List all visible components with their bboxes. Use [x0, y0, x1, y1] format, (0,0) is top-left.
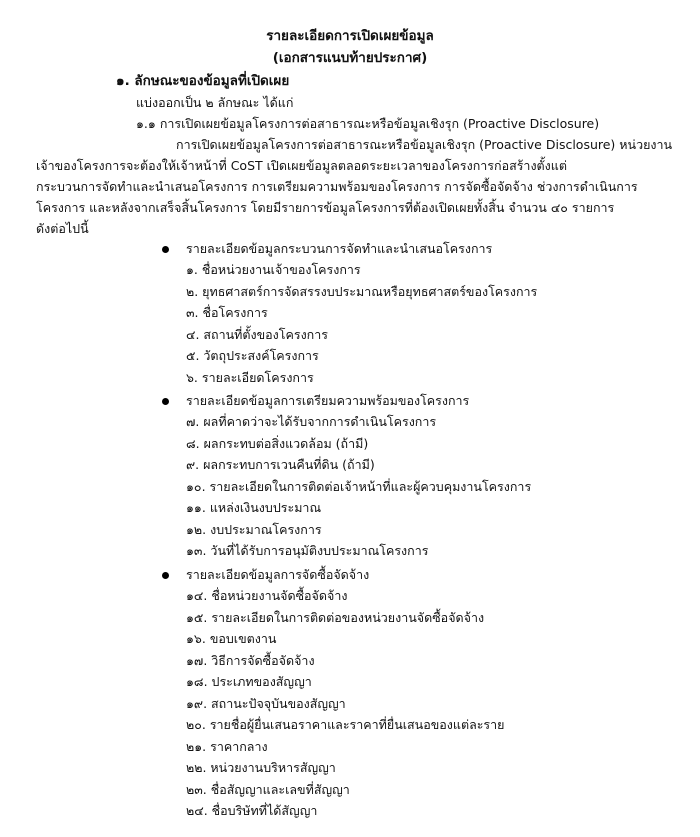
- list-item: ๒. ยุทธศาสตร์การจัดสรรงบประมาณหรือยุทธศาสตร์ของโครงการ: [186, 284, 538, 299]
- list-item: ๒๑. ราคากลาง: [186, 739, 268, 754]
- list-item: ๓. ชื่อโครงการ: [186, 305, 268, 320]
- paragraph-line: ดังต่อไปนี้: [36, 221, 89, 236]
- list-item: ๑๕. รายละเอียดในการติดต่อของหน่วยงานจัดซื้อจัดจ้าง: [186, 610, 485, 625]
- group-label: รายละเอียดข้อมูลการเตรียมความพร้อมของโครงการ: [186, 393, 470, 408]
- list-item: ๙. ผลกระทบการเวนคืนที่ดิน (ถ้ามี): [186, 457, 375, 472]
- list-item: ๔. สถานที่ตั้งของโครงการ: [186, 327, 328, 342]
- bullet-icon: [162, 572, 169, 579]
- list-item: ๑๐. รายละเอียดในการติดต่อเจ้าหน้าที่และผู้ควบคุมงานโครงการ: [186, 479, 532, 494]
- group-label: รายละเอียดข้อมูลกระบวนการจัดทำและนำเสนอโครงการ: [186, 241, 493, 256]
- list-item: ๑. ชื่อหน่วยงานเจ้าของโครงการ: [186, 262, 361, 277]
- list-item: ๕. วัตถุประสงค์โครงการ: [186, 348, 319, 363]
- list-item: ๖. รายละเอียดโครงการ: [186, 370, 314, 385]
- list-item: ๘. ผลกระทบต่อสิ่งแวดล้อม (ถ้ามี): [186, 436, 369, 451]
- paragraph-line: โครงการ และหลังจากเสร็จสิ้นโครงการ โดยมีรายการข้อมูลโครงการที่ต้องเปิดเผยทั้งสิ้น จำนวน ๔๐ รายการ: [36, 200, 615, 215]
- list-item: ๒๐. รายชื่อผู้ยื่นเสนอราคาและราคาที่ยื่นเสนอของแต่ละราย: [186, 717, 505, 732]
- list-item: ๑๗. วิธีการจัดซื้อจัดจ้าง: [186, 653, 315, 668]
- section-1-heading: ๑. ลักษณะของข้อมูลที่เปิดเผย: [116, 73, 290, 89]
- list-item: ๑๖. ขอบเขตงาน: [186, 631, 277, 646]
- bullet-icon: [162, 398, 169, 405]
- list-item: ๑๘. ประเภทของสัญญา: [186, 674, 312, 689]
- document-title: รายละเอียดการเปิดเผยข้อมูล: [266, 28, 434, 44]
- subsection-1-1-heading: ๑.๑ การเปิดเผยข้อมูลโครงการต่อสาธารณะหรือข้อมูลเชิงรุก (Proactive Disclosure): [136, 116, 600, 131]
- list-item: ๒๓. ชื่อสัญญาและเลขที่สัญญา: [186, 782, 350, 797]
- paragraph-line: กระบวนการจัดทำและนำเสนอโครงการ การเตรียมความพร้อมของโครงการ การจัดซื้อจัดจ้าง ช่วงการดำเนินการ: [36, 179, 638, 194]
- bullet-icon: [162, 246, 169, 253]
- list-item: ๒๔. ชื่อบริษัทที่ได้สัญญา: [186, 803, 318, 818]
- list-item: ๗. ผลที่คาดว่าจะได้รับจากการดำเนินโครงการ: [186, 414, 437, 429]
- document-subtitle: (เอกสารแนบท้ายประกาศ): [272, 50, 428, 66]
- list-item: ๑๙. สถานะปัจจุบันของสัญญา: [186, 696, 346, 711]
- paragraph-line: การเปิดเผยข้อมูลโครงการต่อสาธารณะหรือข้อมูลเชิงรุก (Proactive Disclosure) หน่วยงาน: [176, 137, 673, 152]
- list-item: ๑๑. แหล่งเงินงบประมาณ: [186, 500, 322, 515]
- list-item: ๒๒. หน่วยงานบริหารสัญญา: [186, 760, 336, 775]
- list-item: ๑๓. วันที่ได้รับการอนุมัติงบประมาณโครงการ: [186, 543, 429, 558]
- paragraph-line: เจ้าของโครงการจะต้องให้เจ้าหน้าที่ CoST เปิดเผยข้อมูลตลอดระยะเวลาของโครงการก่อสร้างตั้งแต่: [36, 158, 567, 173]
- list-item: ๑๔. ชื่อหน่วยงานจัดซื้อจัดจ้าง: [186, 588, 348, 603]
- group-label: รายละเอียดข้อมูลการจัดซื้อจัดจ้าง: [186, 567, 370, 582]
- section-1-intro: แบ่งออกเป็น ๒ ลักษณะ ได้แก่: [136, 95, 294, 110]
- list-item: ๑๒. งบประมาณโครงการ: [186, 522, 322, 537]
